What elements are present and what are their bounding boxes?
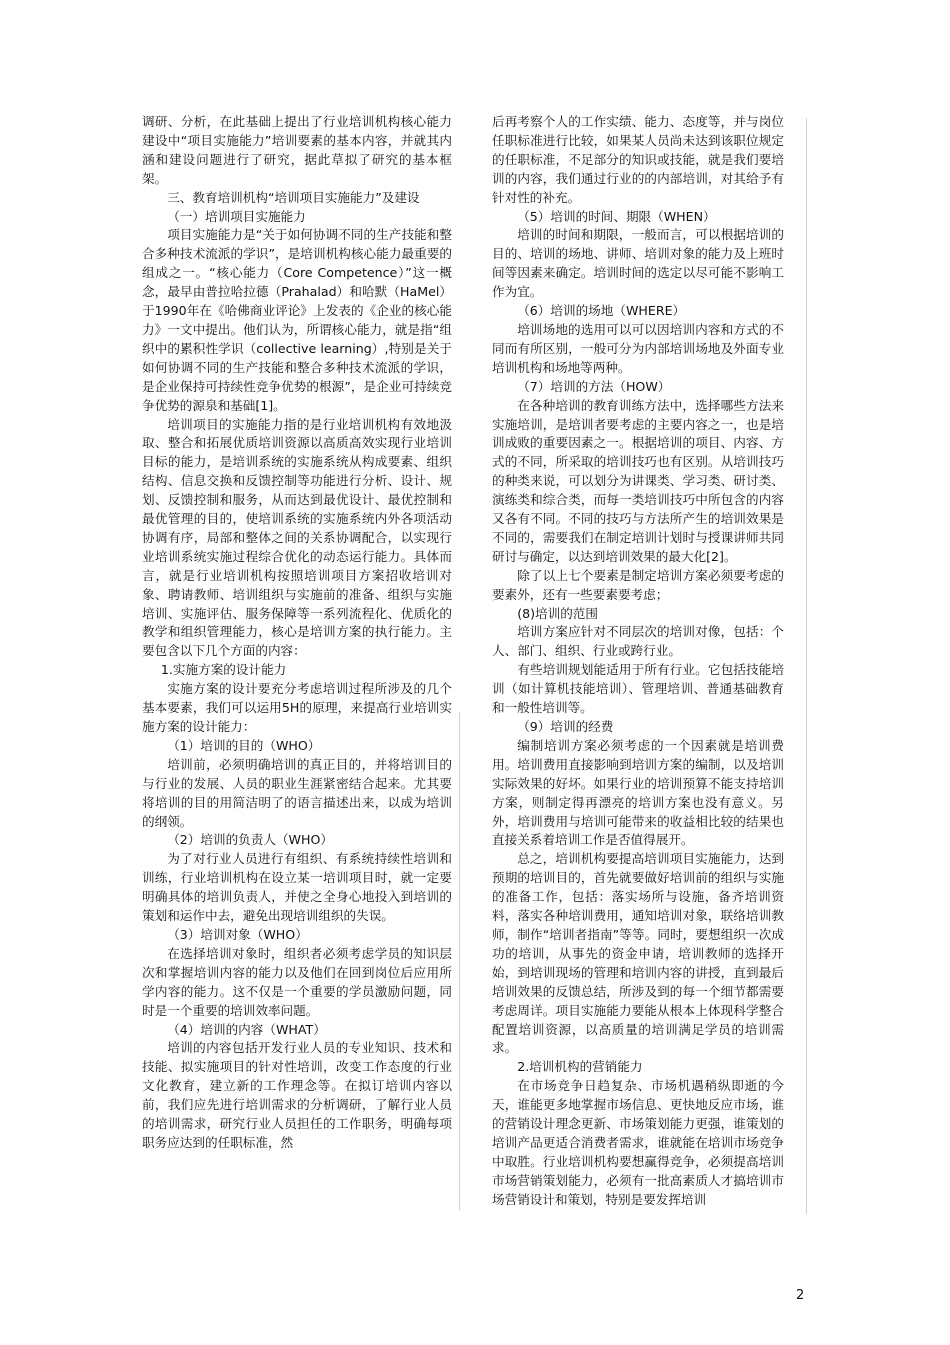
left-column [142,113,452,1153]
page-number: 2 [796,1288,805,1303]
right-column-paragraph: 在各种培训的教育训练方法中，选择哪些方法来实施培训，是培训者要考虑的主要内容之一，也是培训成败的重要因素之一。根据培训的项目、内容、方式的不同，所采取的培训技巧也有区别。从培训技巧的种类来说，可以划分为讲课类、学习类、研讨类、演练类和综合类，而每一类培训技巧中所包含的内容又各有不同。不同的技巧与方法所产生的培训效果是不同的，需要我们在制定培训计划时与授课讲师共同研讨与确定，以达到培训效果的最大化[2]。 [492,397,784,564]
right-column-paragraph: 编制培训方案必须考虑的一个因素就是培训费用。培训费用直接影响到培训方案的编制，以及培训实际效果的好坏。如果行业的培训预算不能支持培训方案，则制定得再漂亮的培训方案也没有意义。另外，培训费用与培训可能带来的收益相比较的结果也直接关系着培训工作是否值得展开。 [492,737,784,848]
left-column-paragraph: 培训的内容包括开发行业人员的专业知识、技术和技能、拟实施项目的针对性培训，改变工作态度的行业文化教育，建立新的工作理念等。在拟订培训内容以前，我们应先进行培训需求的分析调研，了解行业人员的培训需求，研究行业人员担任的工作职务，明确每项职务应达到的任职标准，然 [142,1040,452,1150]
left-column-paragraph: 三、教育培训机构“培训项目实施能力”及建设 [167,189,420,205]
right-column-paragraph: 除了以上七个要素是制定培训方案必须要考虑的要素外，还有一些要素要考虑； [492,567,784,602]
left-column-paragraph: 培训前，必须明确培训的真正目的，并将培训目的与行业的发展、人员的职业生涯紧密结合起来。尤其要将培训的目的用简洁明了的语言描述出来，以成为培训的纲领。 [142,756,452,829]
left-column-paragraph: 在选择培训对象时，组织者必须考虑学员的知识层次和掌握培训内容的能力以及他们在回到岗位后应用所学内容的能力。这不仅是一个重要的学员激励问题，同时是一个重要的培训效率问题。 [142,945,452,1018]
right-column-paragraph: 有些培训规划能适用于所有行业。它包括技能培训（如计算机技能培训）、管理培训、普通基础教育和一般性培训等。 [492,662,784,716]
right-column-paragraph: 后再考察个人的工作实绩、能力、态度等，并与岗位任职标准进行比较，如果某人员尚未达到该职位规定的任职标准，不足部分的知识或技能，就是我们要培训的内容，我们通过行业的的内部培训，对其给予有针对性的补充。 [492,114,784,205]
left-column-paragraph: 调研、分析，在此基础上提出了行业培训机构核心能力建设中“项目实施能力”培训要素的基本内容，并就其内涵和建设问题进行了研究，据此草拟了研究的基本框架。 [142,114,452,186]
right-column-paragraph: 培训的时间和期限，一般而言，可以根据培训的目的、培训的场地、讲师、培训对象的能力及上班时间等因素来确定。培训时间的选定以尽可能不影响工作为宜。 [492,227,784,300]
right-column-paragraph: 培训方案应针对不同层次的培训对像，包括：个人、部门、组织、行业或跨行业。 [492,624,784,659]
right-column-paragraph: （7）培训的方法（HOW） [517,378,671,394]
left-column-paragraph: 项目实施能力是“关于如何协调不同的生产技能和整合多种技术流派的学识”，是培训机构核心能力最重要的组成之一。“核心能力（Core Competence）”这一概念，最早由普拉哈拉德（Prahalad）和哈默（HaMel）于1990年在《哈佛商业评论》上发表的《企业的核心能力》一文中提出。他们认为，所谓核心能力，就是指“组织中的累积性学识（collective learning）,特别是关于如何协调不同的生产技能和整合多种技术流派的学识，是企业保持可持续性竞争优势的根源”，是企业可持续竞争优势的源泉和基础[1]。 [142,227,452,413]
left-column-paragraph: （一）培训项目实施能力 [167,208,306,224]
left-column-paragraph: （3）培训对象（WHO） [167,926,308,942]
right-column-paragraph: 在市场竞争日趋复杂、市场机遇稍纵即逝的今天，谁能更多地掌握市场信息、更快地反应市场，谁的营销设计理念更新、市场策划能力更强，谁策划的培训产品更适合消费者需求，谁就能在培训市场竞争中取胜。行业培训机构要想赢得竞争，必须提高培训市场营销策划能力，必须有一批高素质人才搞培训市场营销设计和策划，特别是要发挥培训 [492,1078,784,1207]
left-column-paragraph: （4）培训的内容（WHAT） [167,1021,326,1037]
left-column-paragraph: （2）培训的负责人（WHO） [167,832,333,848]
left-column-paragraph: 为了对行业人员进行有组织、有系统持续性培训和训练，行业培训机构在设立某一培训项目时，就一定要明确具体的培训负责人，并使之全身心地投入到培训的策划和运作中去，避免出现培训组织的失误。 [142,851,452,924]
right-column-paragraph: 2.培训机构的营销能力 [517,1059,643,1075]
right-column-paragraph: （6）培训的场地（WHERE） [517,303,686,319]
left-column-paragraph: 实施方案的设计要充分考虑培训过程所涉及的几个基本要素，我们可以运用5H的原理，来提高行业培训实施方案的设计能力： [142,681,452,734]
left-column-paragraph: （1）培训的目的（WHO） [167,737,321,753]
right-column-paragraph: (8)培训的范围 [517,605,598,621]
left-column-paragraph: 1.实施方案的设计能力 [160,662,287,678]
left-column-paragraph: 培训项目的实施能力指的是行业培训机构有效地汲取、整合和拓展优质培训资源以高质高效实现行业培训目标的能力，是培训系统的实施系统从构成要素、组织结构、信息交换和反馈控制等功能进行分析、设计、规划、反馈控制和服务，从而达到最优设计、最优控制和最优管理的目的，使培训系统的实施系统内外各项活动协调有序，局部和整体之间的关系协调配合，以实现行业培训系统实施过程综合优化的动态运行能力。具体而言，就是行业培训机构按照培训项目方案招收培训对象、聘请教师、培训组织与实施前的准备、组织与实施培训、实施评估、服务保障等一系列流程化、优质化的教学和组织管理能力，核心是培训方案的执行能力。主要包含以下几个方面的内容： [142,416,452,659]
right-column-paragraph: （5）培训的时间、期限（WHEN） [517,208,716,224]
right-column-paragraph: 总之，培训机构要提高培训项目实施能力，达到预期的培训目的，首先就要做好培训前的组织与实施的准备工作，包括：落实场所与设施，备齐培训资料，落实各种培训费用，通知培训对象，联络培训教师，制作“培训者指南”等等。同时，要想组织一次成功的培训，从事先的资金申请，培训教师的选择开始，到培训现场的管理和培训内容的讲授，直到最后培训效果的反馈总结，所涉及到的每一个细节都需要考虑周详。项目实施能力要能从根本上体现科学整合配置培训资源，以高质量的培训满足学员的培训需求。 [492,851,784,1056]
column-divider-right [806,118,807,1214]
right-column-paragraph: 培训场地的选用可以可以因培训内容和方式的不同而有所区别，一般可分为内部培训场地及外面专业培训机构和场地等两种。 [492,321,784,375]
right-column-paragraph: （9）培训的经费 [517,719,614,734]
column-divider-left [459,712,460,1210]
right-column [492,113,784,1210]
